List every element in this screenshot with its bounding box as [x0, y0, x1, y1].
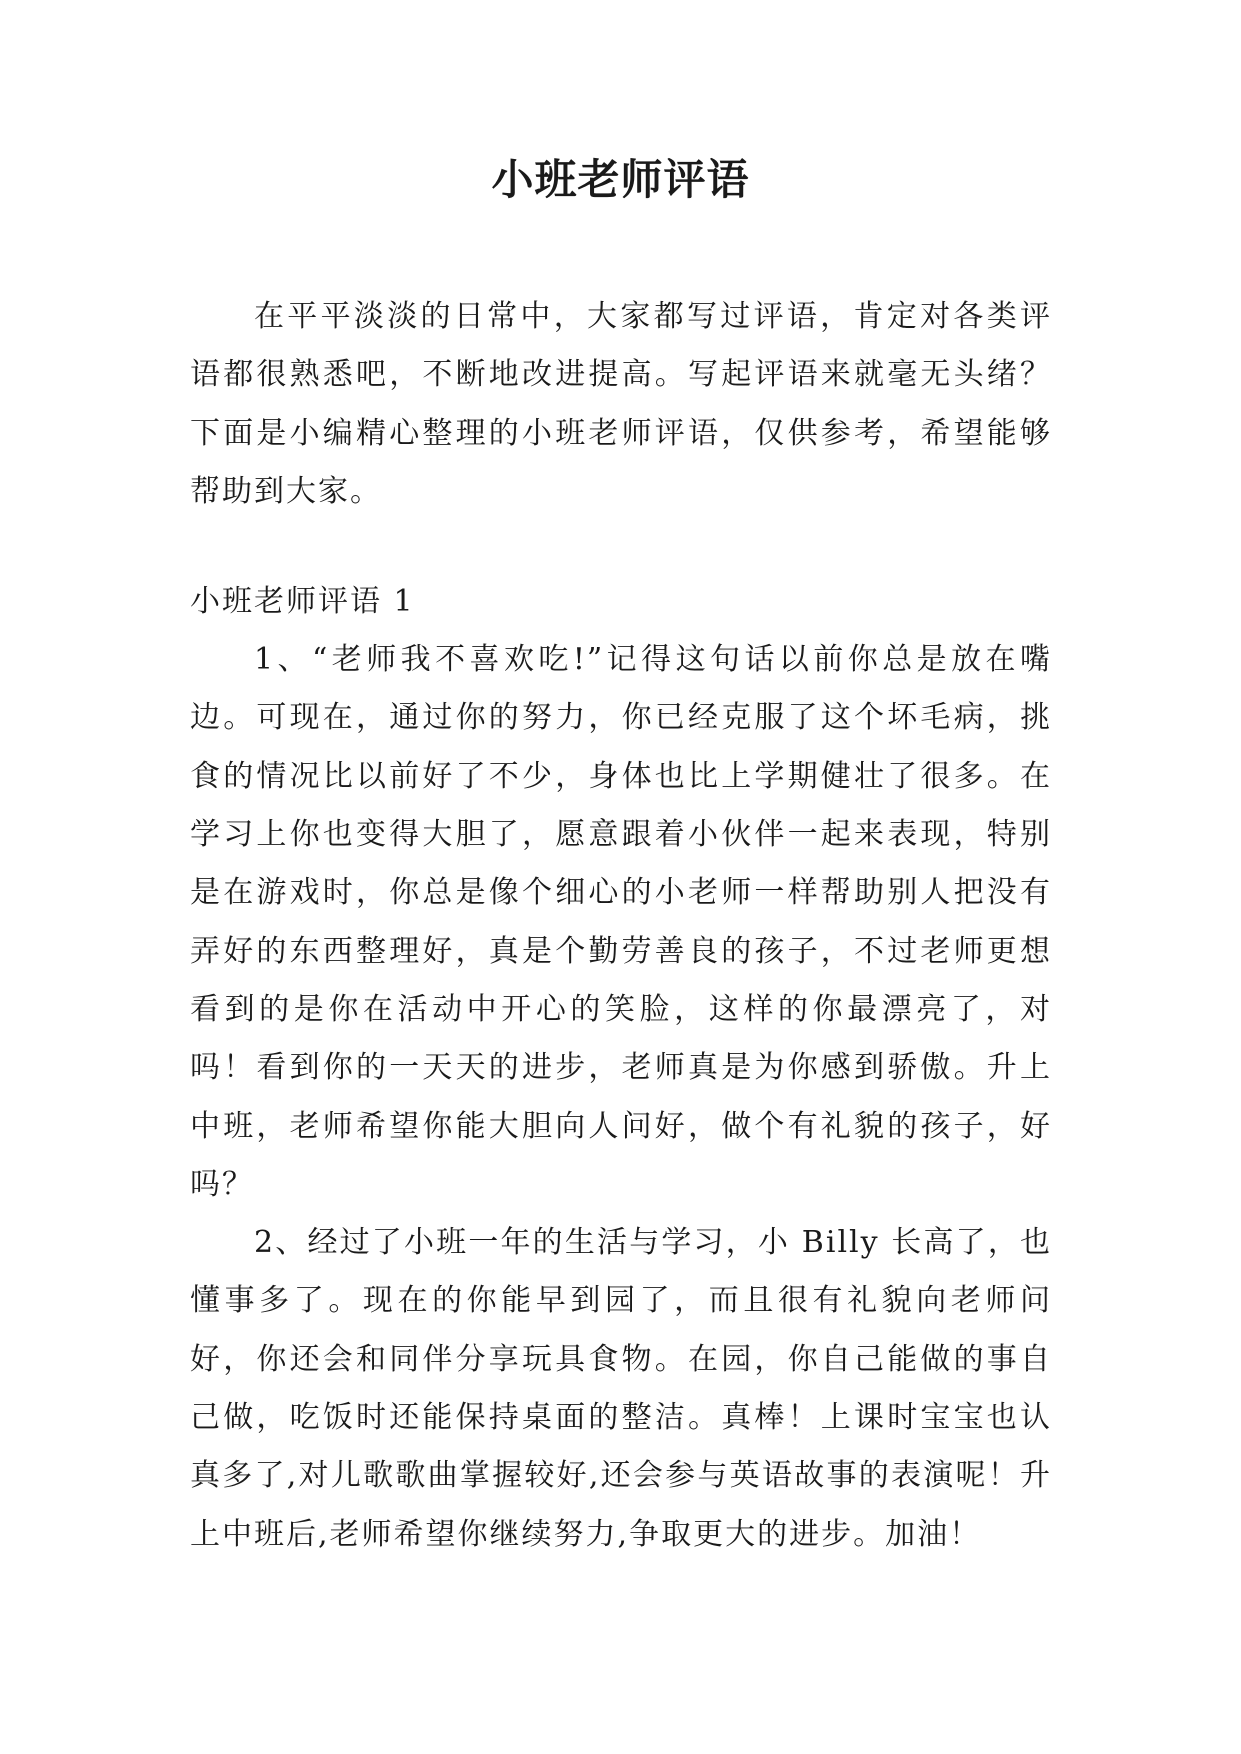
- document-body: [190, 288, 1052, 1564]
- document-title: 小班老师评语: [491, 155, 750, 204]
- section-heading: 小班老师评语 1: [190, 584, 415, 620]
- comment-paragraph-2: 2、经过了小班一年的生活与学习，小 Billy 长高了，也懂事多了。现在的你能早到园了，而且很有礼貌向老师问好，你还会和同伴分享玩具食物。在园，你自己能做的事自己做，吃饭时还能保持桌面的整洁。真棒！上课时宝宝也认真多了,对儿歌歌曲掌握较好,还会参与英语故事的表演呢！升上中班后,老师希望你继续努力,争取更大的进步。加油！: [190, 1225, 1052, 1552]
- intro-paragraph: 在平平淡淡的日常中，大家都写过评语，肯定对各类评语都很熟悉吧，不断地改进提高。写起评语来就毫无头绪？下面是小编精心整理的小班老师评语，仅供参考，希望能够帮助到大家。: [190, 299, 1052, 509]
- comment-paragraph-1: 1、“老师我不喜欢吃!”记得这句话以前你总是放在嘴边。可现在，通过你的努力，你已经克服了这个坏毛病，挑食的情况比以前好了不少，身体也比上学期健壮了很多。在学习上你也变得大胆了，愿意跟着小伙伴一起来表现，特别是在游戏时，你总是像个细心的小老师一样帮助别人把没有弄好的东西整理好，真是个勤劳善良的孩子，不过老师更想看到的是你在活动中开心的笑脸，这样的你最漂亮了，对吗！看到你的一天天的进步，老师真是为你感到骄傲。升上中班，老师希望你能大胆向人问好，做个有礼貌的孩子，好吗？: [190, 642, 1052, 1202]
- spacer: [190, 521, 1052, 573]
